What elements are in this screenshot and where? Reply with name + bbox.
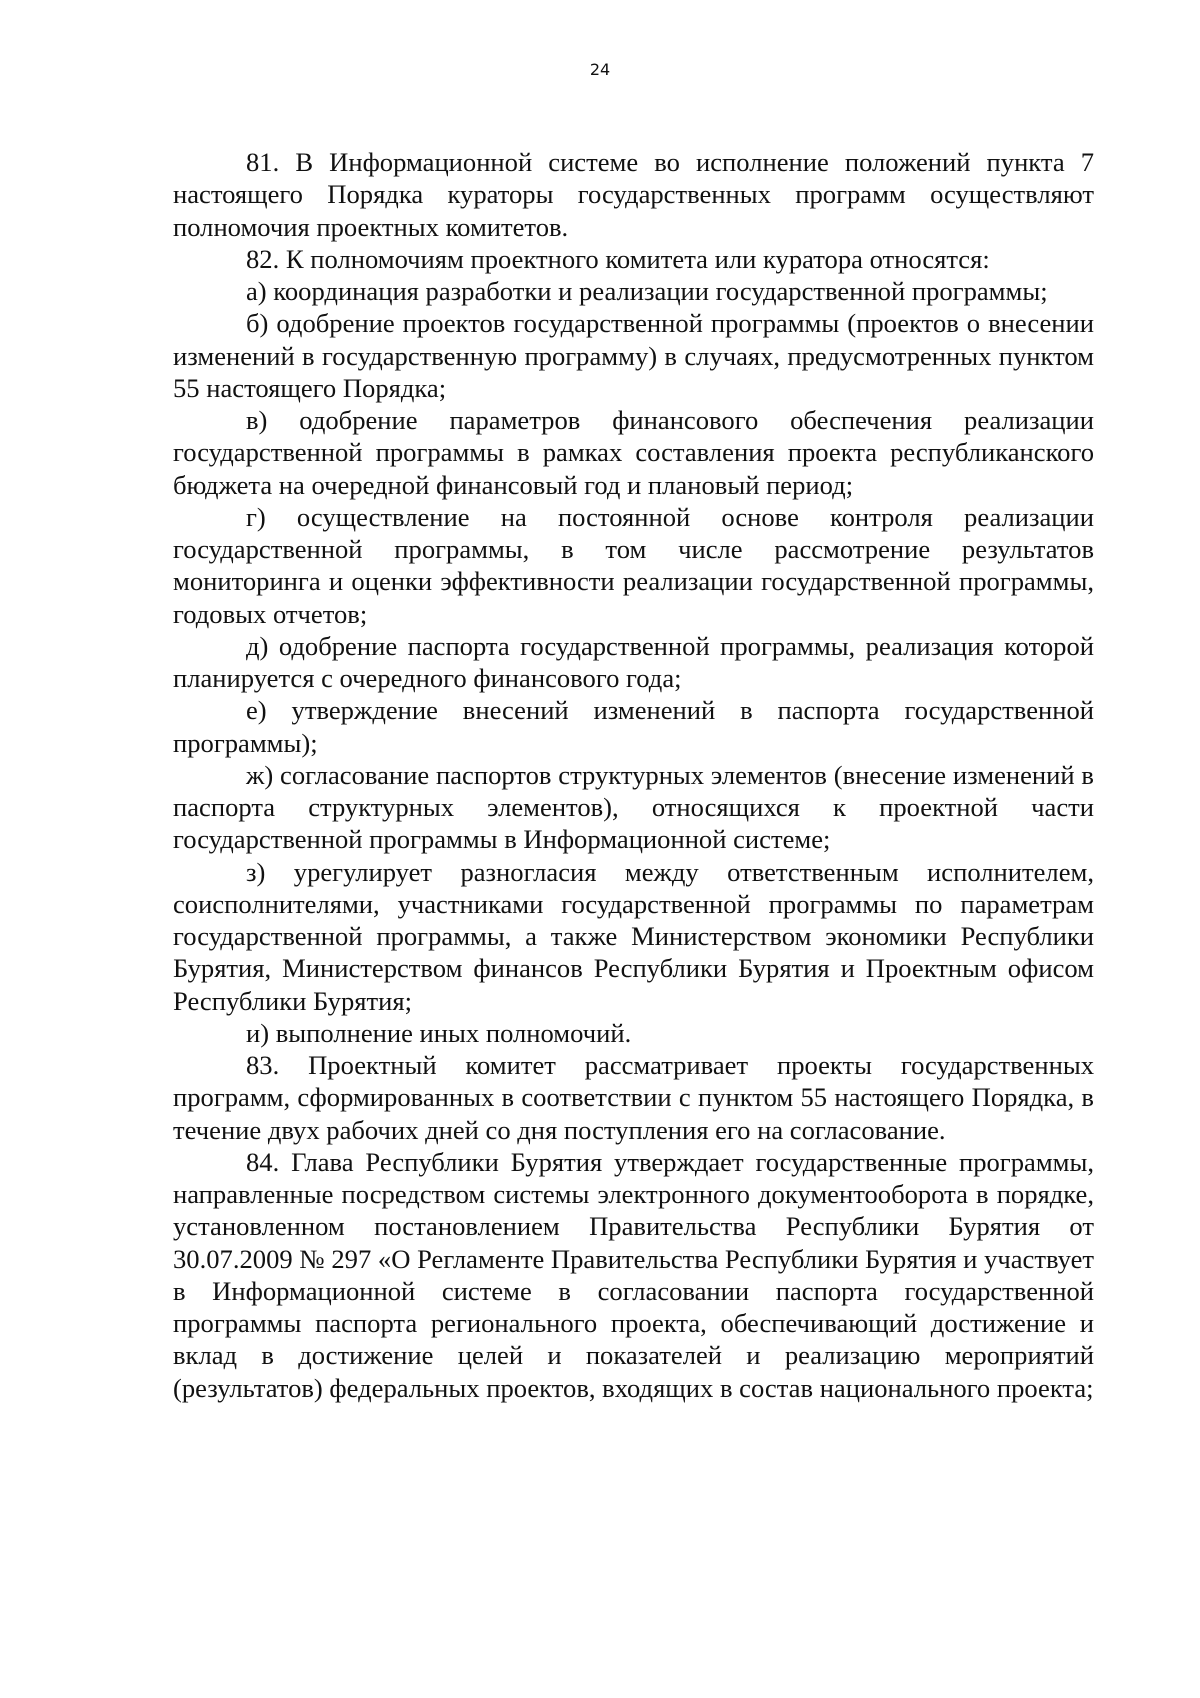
paragraph-84: 84. Глава Республики Бурятия утверждает государственные программы, направленные посредством системы электронного документооборота в порядке, установленном постановлением Правительства Республики Бурятия от 30.07.2009 № 297 «О Регламенте Правительства Республики Бурятия и участвует в Информационной системе в согласовании паспорта государственной программы паспорта регионального проекта, обеспечивающий достижение и вклад в достижение целей и показателей и реализацию мероприятий (результатов) федеральных проектов, входящих в состав национального проекта; (173, 1146, 1094, 1403)
list-item-b: б) одобрение проектов государственной программы (проектов о внесении изменений в государственную программу) в случаях, предусмотренных пунктом 55 настоящего Порядка; (173, 308, 1094, 403)
list-item-d: д) одобрение паспорта государственной программы, реализация которой планируется с очередного финансового года; (173, 630, 1094, 693)
document-body (173, 146, 1094, 1404)
list-item-zh: ж) согласование паспортов структурных элементов (внесение изменений в паспорта структурных элементов), относящихся к проектной части государственной программы в Информационной системе; (173, 759, 1094, 855)
page-number: 24 (589, 60, 611, 79)
list-item-g: г) осуществление на постоянной основе контроля реализации государственной программы, в том числе рассмотрение результатов мониторинга и оценки эффективности реализации государственной программы, годовых отчетов; (173, 501, 1094, 629)
paragraph-83: 83. Проектный комитет рассматривает проекты государственных программ, сформированных в соответствии с пунктом 55 настоящего Порядка, в течение двух рабочих дней со дня поступления его на согласование. (173, 1050, 1094, 1145)
paragraph-82: 82. К полномочиям проектного комитета или куратора относятся: (246, 243, 990, 274)
list-item-v: в) одобрение параметров финансового обеспечения реализации государственной программы в рамках составления проекта республиканского бюджета на очередной финансовый год и плановый период; (173, 405, 1094, 500)
paragraph-81: 81. В Информационной системе во исполнение положений пункта 7 настоящего Порядка кураторы государственных программ осуществляют полномочия проектных комитетов. (173, 147, 1094, 242)
list-item-a: а) координация разработки и реализации государственной программы; (246, 276, 1048, 306)
list-item-i: и) выполнение иных полномочий. (246, 1017, 632, 1048)
list-item-e: е) утверждение внесений изменений в паспорта государственной программы); (173, 695, 1094, 758)
list-item-z: з) урегулирует разногласия между ответственным исполнителем, соисполнителями, участниками государственной программы по параметрам государственной программы, а также Министерством экономики Республики Бурятия, Министерством финансов Республики Бурятия и Проектным офисом Республики Бурятия; (173, 856, 1094, 1016)
